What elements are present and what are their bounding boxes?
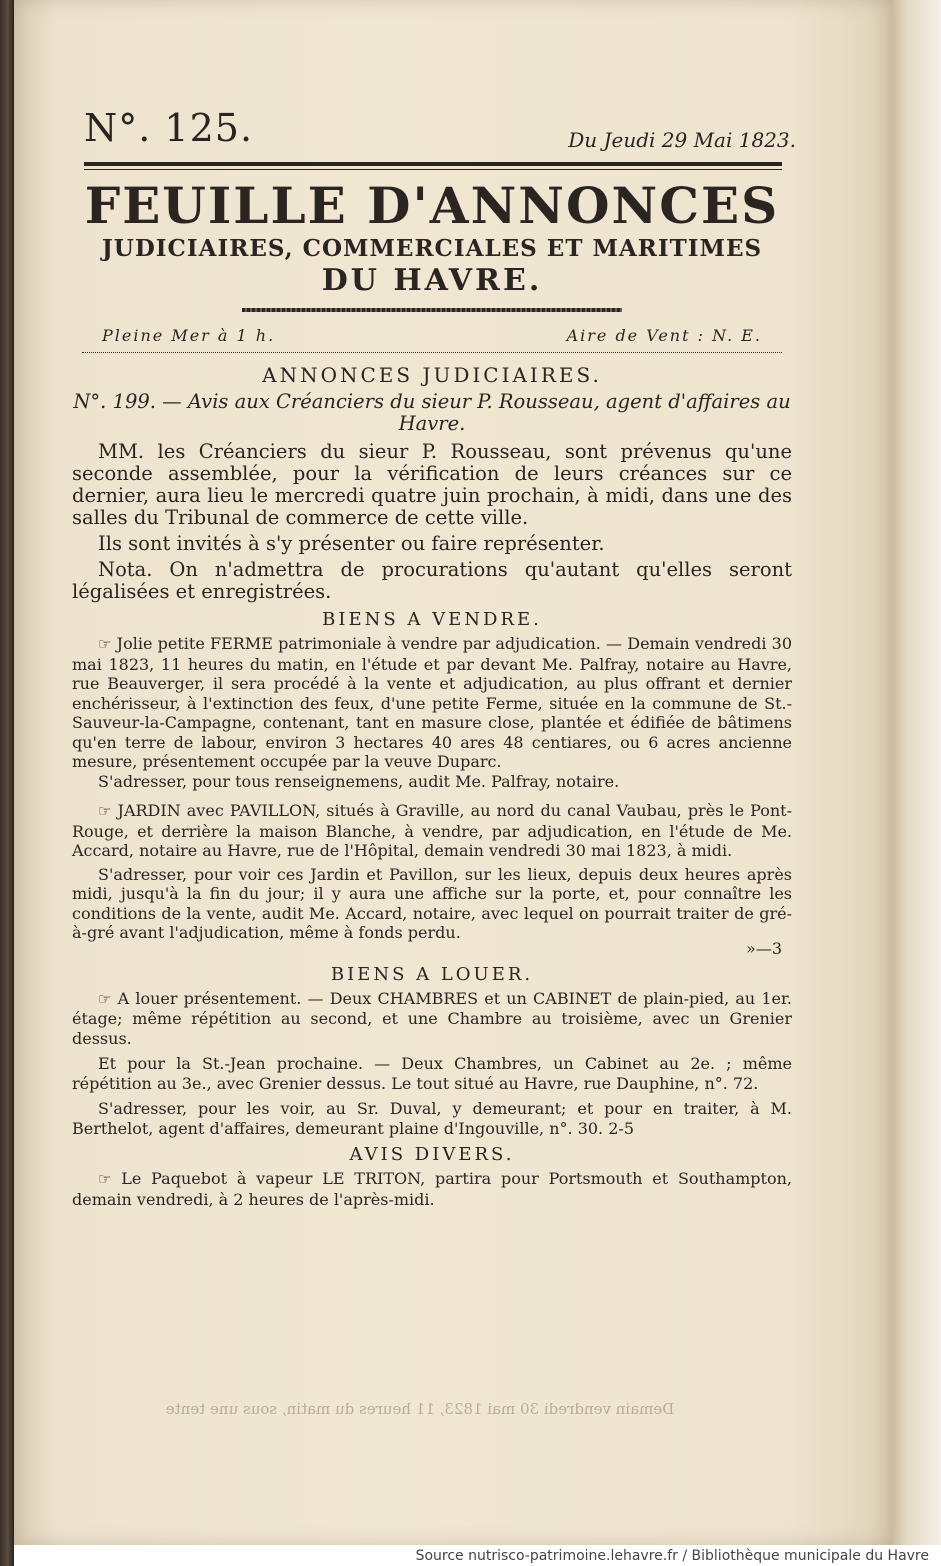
newspaper-subtitle: JUDICIAIRES, COMMERCIALES ET MARITIMES	[101, 235, 763, 262]
pointing-hand-icon: ☞	[98, 1170, 112, 1188]
book-binding	[0, 0, 14, 1566]
ad-reference: »—3	[746, 938, 782, 958]
source-credit: Source nutrisco-patrimoine.lehavre.fr / Bibliothèque municipale du Havre	[415, 1548, 929, 1564]
ad-ferme	[72, 634, 792, 772]
notice-paragraph: Ils sont invités à s'y présenter ou faire représenter.	[98, 532, 605, 555]
ad-paquebot	[72, 1169, 792, 1209]
ad-ferme-contact: S'adresser, pour tous renseignemens, audit Me. Palfray, notaire.	[98, 771, 620, 791]
dotted-rule	[82, 352, 782, 353]
section-heading-divers: AVIS DIVERS.	[349, 1144, 515, 1165]
ad-louer-contact: S'adresser, pour les voir, au Sr. Duval, y demeurant; et pour en traiter, à M. Berthelot, agent d'affaires, demeurant plaine d'Ingouville, n°. 30. 2-5	[72, 1099, 792, 1138]
page-content	[72, 100, 796, 1209]
notice-paragraph: MM. les Créanciers du sieur P. Rousseau, sont prévenus qu'une seconde assemblée, pour la vérification de leurs créances sur ce dernier, aura lieu le mercredi quatre juin prochain, à midi, dans une des salles du Tribunal de commerce de cette ville.	[72, 440, 792, 529]
ad-jardin-contact: S'adresser, pour voir ces Jardin et Pavillon, sur les lieux, depuis deux heures après midi, jusqu'à la fin du jour; il y aura une affiche sur la porte, et, pour connaître les conditions de la vente, audit Me. Accard, notaire, avec lequel on pourrait traiter de gré-à-gré avant l'adjudication, même à fonds perdu.	[72, 864, 792, 942]
pointing-hand-icon: ☞	[98, 989, 112, 1008]
notice-title: N°. 199. — Avis aux Créanciers du sieur P. Rousseau, agent d'affaires au Havre.	[73, 390, 791, 435]
issue-number: N°. 125.	[84, 106, 254, 150]
pointing-hand-icon: ☞	[98, 635, 112, 653]
high-tide: Pleine Mer à 1 h.	[102, 326, 276, 345]
newspaper-title: FEUILLE D'ANNONCES	[84, 176, 780, 235]
masthead-topline	[72, 100, 796, 156]
ad-louer-text: A louer présentement. — Deux CHAMBRES et un CABINET de plain-pied, au 1er. étage; même répétition au second, et une Chambre au troisième, avec un Grenier dessus.	[72, 988, 792, 1048]
ad-louer-2: Et pour la St.-Jean prochaine. — Deux Chambres, un Cabinet au 2e. ; même répétition au 3e., avec Grenier dessus. Le tout situé au Havre, rue Dauphine, n°. 72.	[72, 1054, 792, 1093]
ad-jardin	[72, 801, 792, 861]
tide-line	[72, 318, 792, 352]
section-heading-vendre: BIENS A VENDRE.	[322, 609, 542, 630]
wind-direction: Aire de Vent : N. E.	[566, 326, 762, 345]
masthead-rule	[84, 162, 782, 166]
newspaper-city: DU HAVRE.	[321, 263, 543, 298]
notice-paragraph: Nota. On n'admettra de procurations qu'autant qu'elles seront légalisées et enregistrées.	[72, 558, 792, 603]
ad-louer	[72, 989, 792, 1049]
ad-ferme-text: Jolie petite FERME patrimoniale à vendre par adjudication. — Demain vendredi 30 mai 1823, 11 heures du matin, en l'étude et par devant Me. Palfray, notaire au Havre, rue Beauverger, il sera procédé à la vente et adjudication, au plus offrant et dernier enchérisseur, à l'extinction des feux, d'une petite Ferme, située en la commune de St.-Sauveur-la-Campagne, contenant, tant en masure close, plantée et édifiée de bâtimens qu'en terre de labour, environ 3 hectares 40 ares 48 centiares, ou 6 acres ancienne mesure, présentement occupée par la veuve Duparc.	[72, 634, 792, 771]
ad-jardin-text: JARDIN avec PAVILLON, situés à Graville, au nord du canal Vaubau, près le Pont-Rouge, et derrière la maison Blanche, à vendre, par adjudication, en l'étude de Me. Accard, notaire au Havre, rue de l'Hôpital, demain vendredi 30 mai 1823, à midi.	[72, 801, 792, 860]
page-edge	[893, 0, 941, 1545]
ad-paquebot-text: Le Paquebot à vapeur LE TRITON, partira pour Portsmouth et Southampton, demain vendredi, à 2 heures de l'après-midi.	[72, 1169, 792, 1209]
masthead-rule-thin	[84, 169, 782, 170]
section-heading-judiciaires: ANNONCES JUDICIAIRES.	[262, 363, 602, 387]
section-heading-louer: BIENS A LOUER.	[330, 963, 534, 985]
bleed-through-text: Demain vendredi 30 mai 1823, 11 heures du matin, sous une tente	[165, 1400, 675, 1418]
pointing-hand-icon: ☞	[98, 802, 112, 820]
ornament-rule	[242, 308, 622, 312]
issue-date: Du Jeudi 29 Mai 1823.	[568, 128, 796, 152]
